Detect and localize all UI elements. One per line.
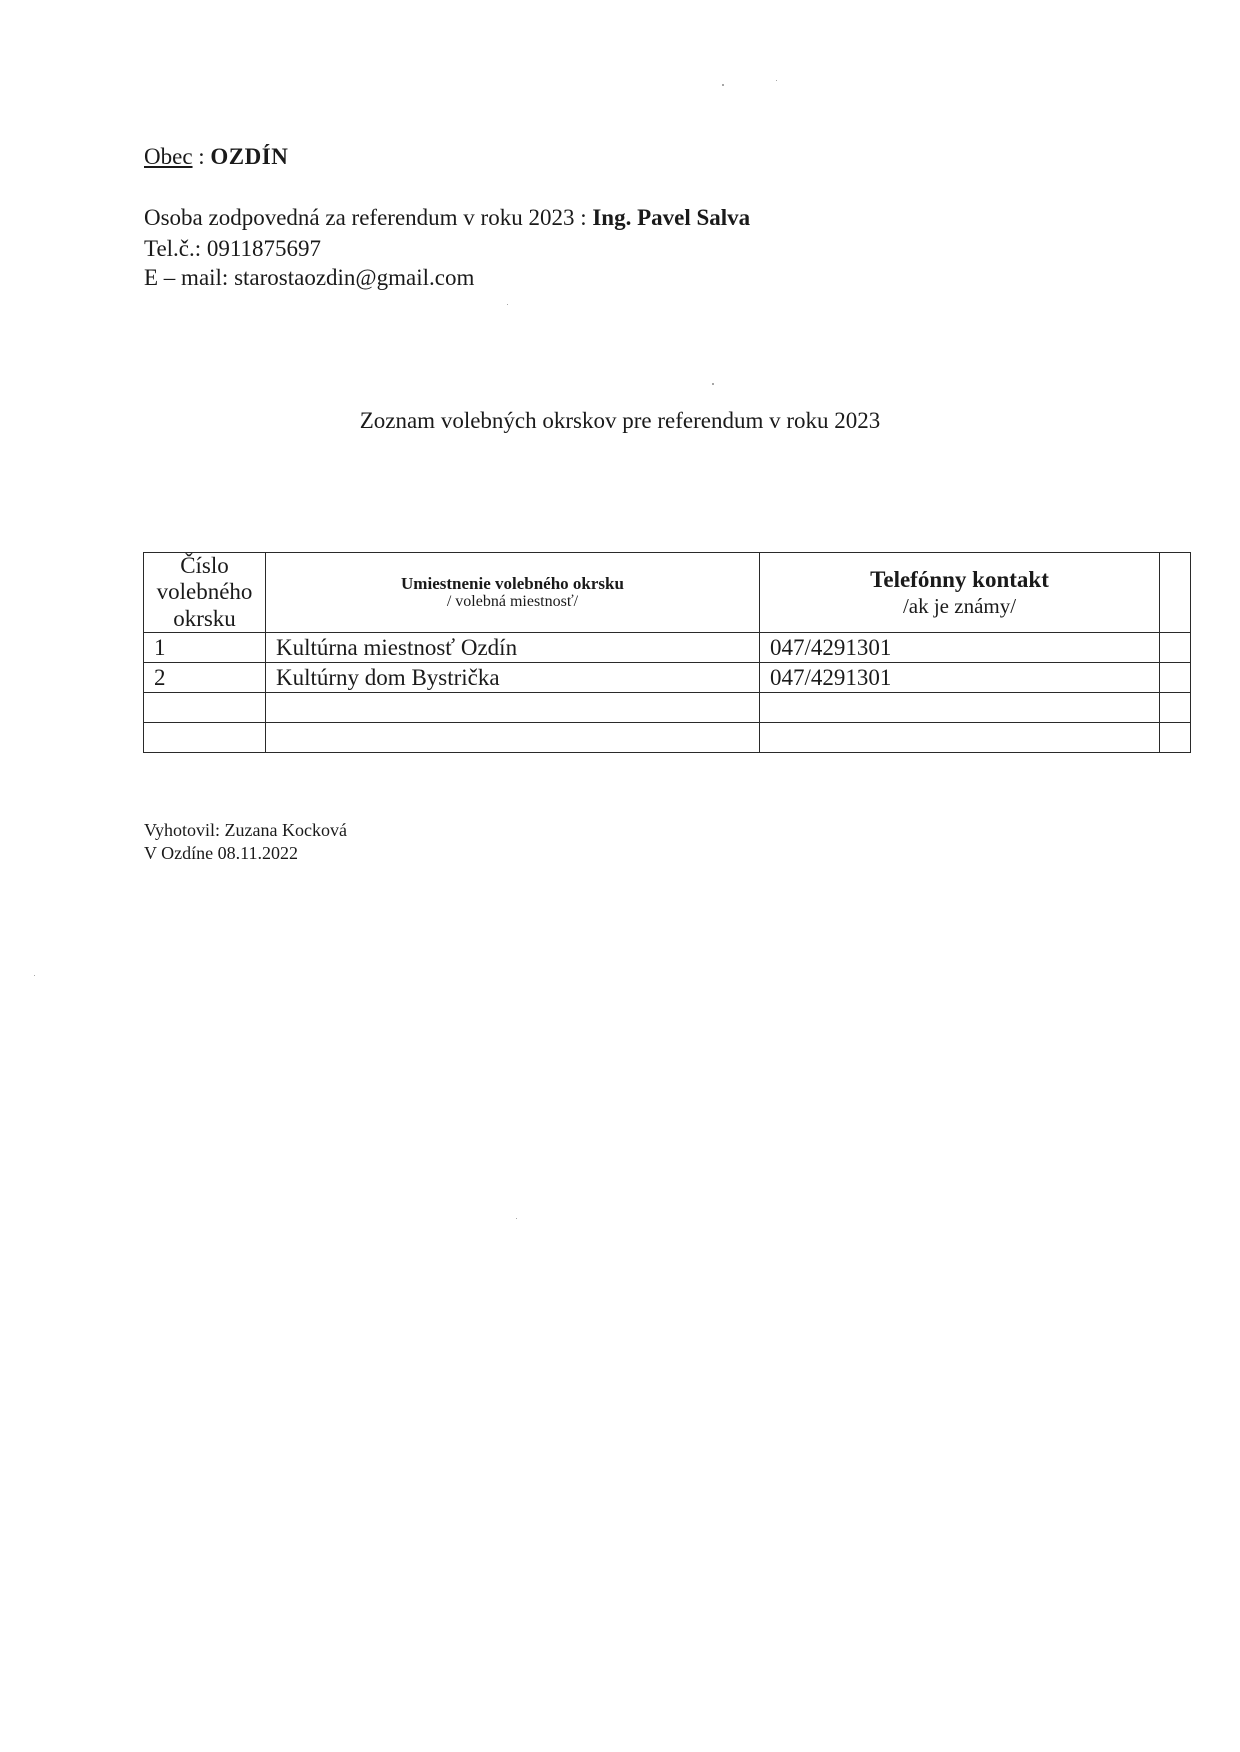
- municipality-name: OZDÍN: [210, 144, 289, 169]
- scan-speck: [722, 84, 724, 86]
- table-row: [144, 723, 1191, 753]
- cell-district-number: 1: [144, 633, 266, 663]
- header-phone: Telefónny kontakt /ak je známy/: [760, 553, 1160, 633]
- scan-speck: [516, 1218, 517, 1219]
- responsible-person-name: Ing. Pavel Salva: [592, 205, 751, 230]
- scan-speck: [712, 383, 714, 385]
- cell-extra: [1160, 723, 1191, 753]
- cell-extra: [1160, 693, 1191, 723]
- table-row: [144, 693, 1191, 723]
- districts-table: [143, 552, 1191, 753]
- municipality-label: Obec: [144, 144, 193, 169]
- cell-extra: [1160, 633, 1191, 663]
- table-header-row: [144, 553, 1191, 633]
- cell-location: [266, 693, 760, 723]
- header-location: Umiestnenie volebného okrsku / volebná miestnosť/: [266, 553, 760, 633]
- phone-line: Tel.č.: 0911875697: [144, 236, 322, 261]
- cell-phone: [760, 723, 1160, 753]
- cell-phone: 047/4291301: [760, 633, 1160, 663]
- responsible-person-line: [144, 205, 750, 231]
- cell-location: Kultúrny dom Bystrička: [266, 663, 760, 693]
- municipality-separator: :: [192, 144, 211, 169]
- cell-district-number: [144, 723, 266, 753]
- email-line: E – mail: starostaozdin@gmail.com: [144, 265, 475, 290]
- prepared-by: Vyhotovil: Zuzana Kocková: [144, 820, 347, 840]
- cell-phone: 047/4291301: [760, 663, 1160, 693]
- scan-speck: [507, 304, 508, 305]
- cell-location: Kultúrna miestnosť Ozdín: [266, 633, 760, 663]
- table-row: [144, 663, 1191, 693]
- table-row: [144, 633, 1191, 663]
- header-district-number: Číslo volebného okrsku: [144, 553, 266, 633]
- scan-speck: [776, 80, 777, 81]
- place-and-date: V Ozdíne 08.11.2022: [144, 843, 298, 863]
- scan-speck: [34, 975, 35, 976]
- cell-district-number: 2: [144, 663, 266, 693]
- document-title: Zoznam volebných okrskov pre referendum v roku 2023: [359, 408, 881, 433]
- responsible-person-label: Osoba zodpovedná za referendum v roku 2023 :: [144, 205, 593, 230]
- header-extra-cell: [1160, 553, 1191, 633]
- cell-extra: [1160, 663, 1191, 693]
- cell-phone: [760, 693, 1160, 723]
- cell-location: [266, 723, 760, 753]
- cell-district-number: [144, 693, 266, 723]
- municipality-line: [144, 144, 288, 170]
